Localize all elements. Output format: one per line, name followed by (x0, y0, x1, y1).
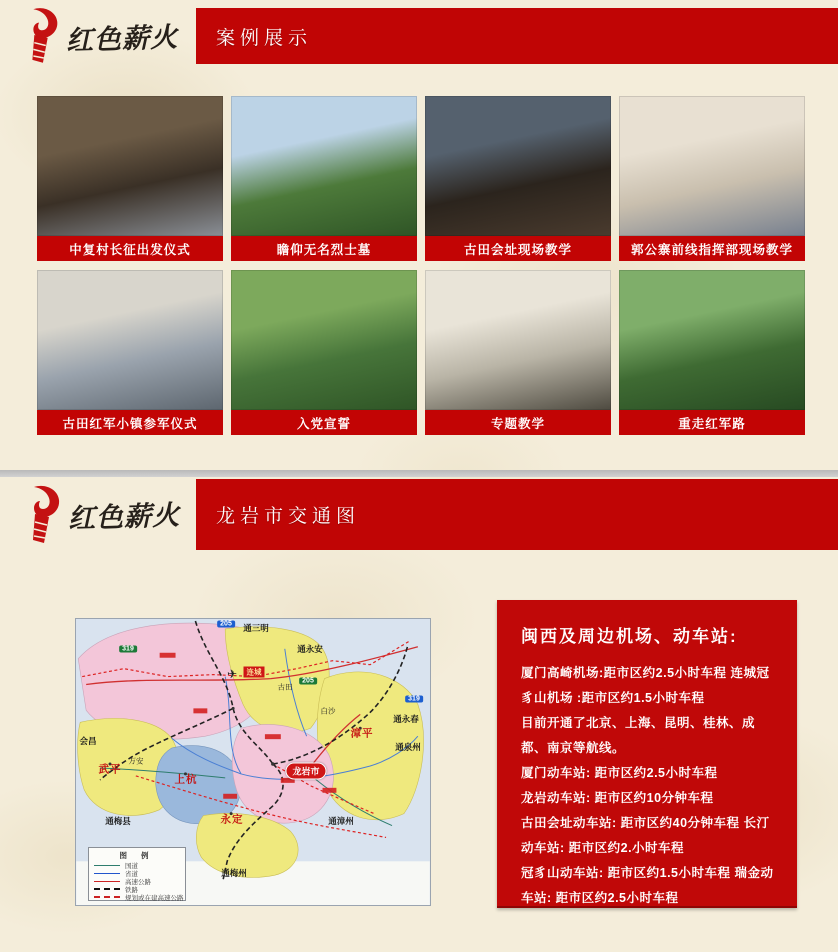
legend-label: 国道 (125, 862, 138, 870)
info-line: 厦门动车站: 距市区约2.5小时车程 (521, 766, 718, 780)
torch-icon (20, 484, 64, 546)
photo-image (37, 96, 223, 236)
info-line: 目前开通了北京、上海、昆明、桂林、成 都、南京等航线。 (521, 716, 756, 755)
map-label: 319 (405, 696, 423, 703)
photo-card (425, 96, 611, 261)
legend-items (94, 861, 184, 902)
map-label: 205 (217, 621, 235, 628)
legend-label: 规划或在建高速公路 (125, 894, 184, 902)
info-line: 冠豸山动车站: 距市区约1.5小时车程 瑞金动车站: 距市区约2.5小时车程 (521, 866, 774, 905)
map-label: 漳平 (350, 727, 374, 740)
photo-caption: 重走红军路 (619, 410, 805, 435)
info-title: 闽西及周边机场、动车站: (521, 627, 738, 646)
slide-divider (0, 470, 838, 477)
photo-card (231, 270, 417, 435)
map-label: 连城 (244, 667, 265, 678)
brand-logo (20, 8, 178, 64)
map-label: 万安 (128, 756, 144, 766)
map-label: 古田 (277, 682, 293, 692)
slide2-title-bar (196, 479, 838, 550)
map-label: 通梅县 (105, 816, 131, 826)
legend-label: 铁路 (125, 886, 138, 894)
info-line: 古田会址动车站: 距市区约40分钟车程 长汀动车站: 距市区约2.小时车程 (521, 816, 770, 855)
photo-card (619, 96, 805, 261)
slide1-title: 案例展示 (216, 27, 313, 49)
legend-title: 图 例 (119, 851, 155, 860)
brand-name: 红色薪火 (65, 21, 179, 57)
photo-caption: 中复村长征出发仪式 (37, 236, 223, 261)
legend-line-swatch (94, 888, 120, 890)
photo-caption: 古田会址现场教学 (425, 236, 611, 261)
map-label: 通梅州 (221, 868, 247, 878)
legend-label: 省道 (125, 870, 138, 878)
photo-image (619, 96, 805, 236)
photo-image (231, 270, 417, 410)
legend-line-swatch (94, 896, 120, 898)
photo-grid (37, 96, 807, 435)
photo-card (37, 96, 223, 261)
map-label: 319 (119, 646, 137, 653)
map-label: 白沙 (320, 706, 336, 716)
map-legend (88, 847, 186, 901)
legend-item (94, 893, 184, 902)
photo-image (37, 270, 223, 410)
traffic-map (75, 618, 431, 906)
map-label: 通泉州 (395, 742, 421, 752)
map-label: 上杭 (174, 773, 198, 786)
map-label: 通三明 (243, 623, 269, 633)
airport-icon: ✈ (226, 667, 238, 681)
legend-line-swatch (94, 881, 120, 882)
photo-image (425, 96, 611, 236)
map-label: 通永春 (393, 714, 419, 724)
legend-line-swatch (94, 873, 120, 874)
info-lines (521, 661, 781, 911)
photo-image (619, 270, 805, 410)
photo-image (425, 270, 611, 410)
map-label: 龙岩市 (285, 763, 326, 780)
photo-card (619, 270, 805, 435)
slide2-header (0, 479, 838, 550)
map-label: 会昌 (79, 736, 97, 746)
photo-card (231, 96, 417, 261)
slide2-title: 龙岩市交通图 (216, 506, 361, 527)
map-label: 永定 (220, 813, 244, 826)
map-label: 通永安 (297, 644, 323, 654)
photo-card (425, 270, 611, 435)
photo-caption: 专题教学 (425, 410, 611, 435)
map-label: 武平 (98, 763, 122, 776)
torch-icon (20, 6, 62, 66)
brand-logo-2 (20, 479, 180, 550)
map-label: 通漳州 (328, 816, 354, 826)
photo-card (37, 270, 223, 435)
photo-caption: 瞻仰无名烈士墓 (231, 236, 417, 261)
photo-caption: 入党宣誓 (231, 410, 417, 435)
info-line: 龙岩动车站: 距市区约10分钟车程 (521, 791, 714, 805)
legend-line-swatch (94, 865, 120, 866)
slide1-header (0, 8, 838, 64)
brand-name: 红色薪火 (67, 500, 181, 535)
legend-label: 高速公路 (125, 878, 151, 886)
photo-caption: 郭公寨前线指挥部现场教学 (619, 236, 805, 261)
info-line: 厦门高崎机场:距市区约2.5小时车程 连城冠豸山机场 :距市区约1.5小时车程 (521, 666, 770, 705)
transport-info-box (497, 600, 797, 908)
map-label: 205 (299, 678, 317, 685)
photo-caption: 古田红军小镇参军仪式 (37, 410, 223, 435)
photo-image (231, 96, 417, 236)
slide1-title-bar (196, 8, 838, 64)
